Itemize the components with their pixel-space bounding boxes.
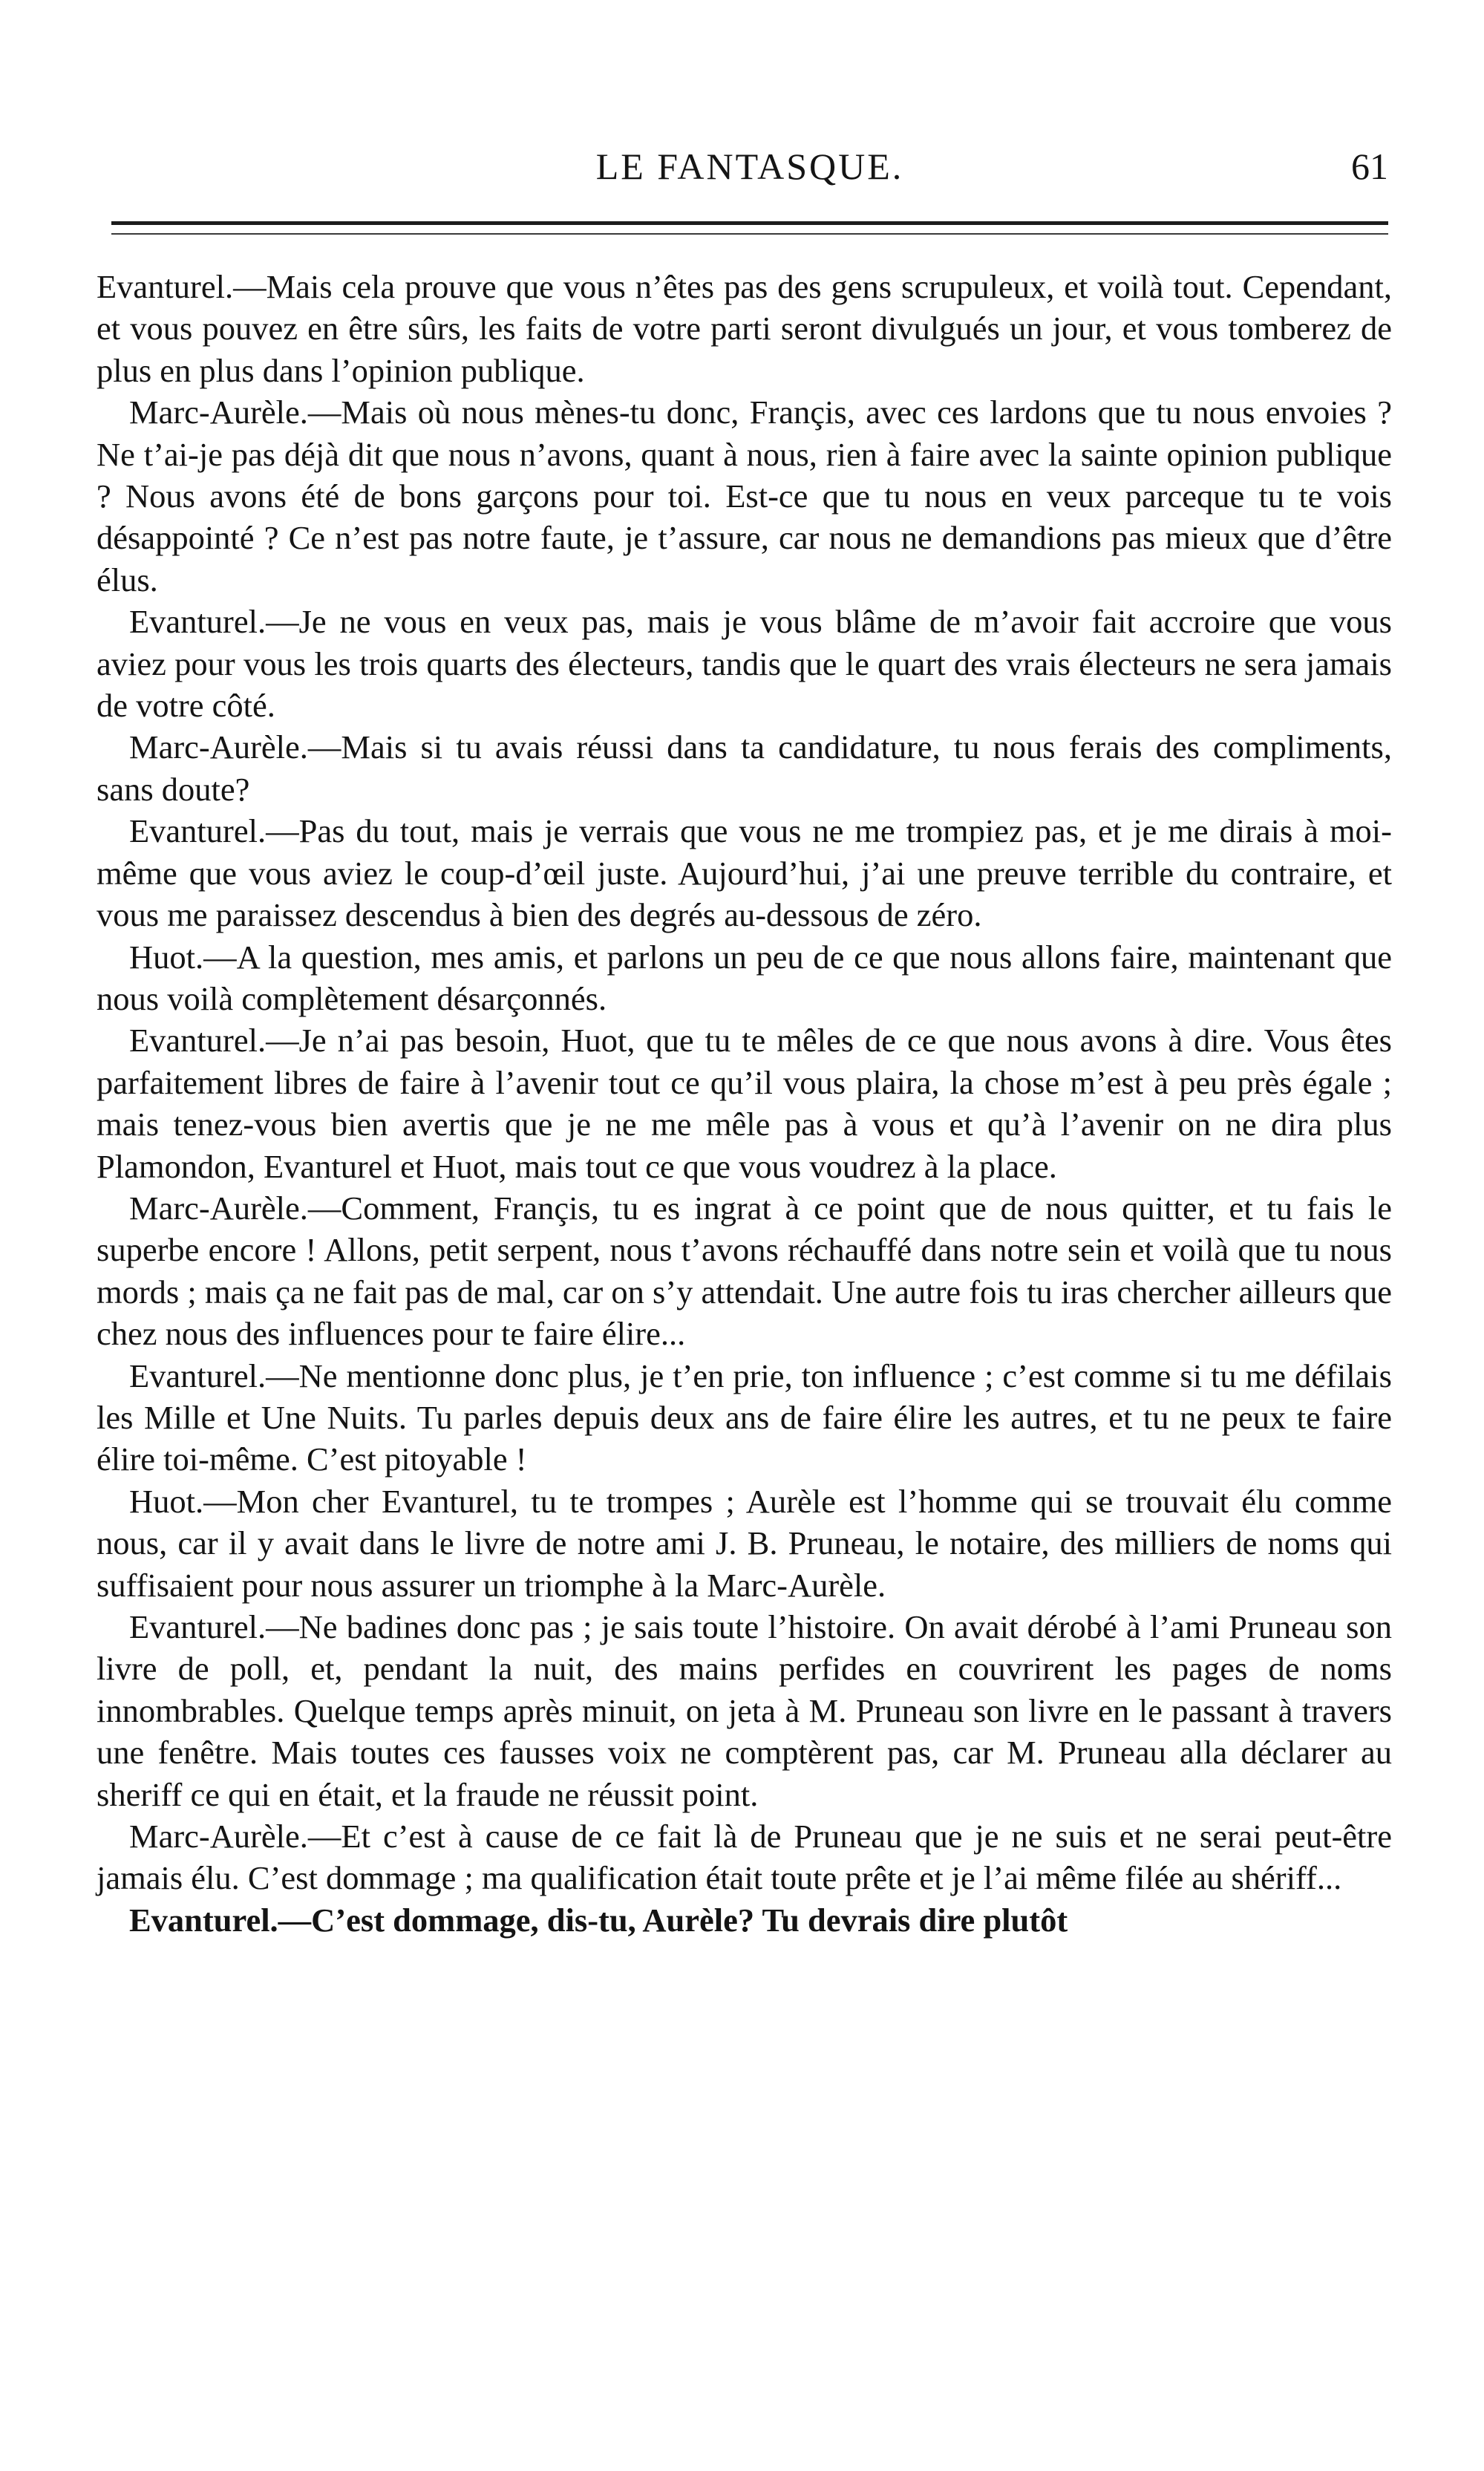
paragraph: Marc-Aurèle.—Mais où nous mènes-tu donc, Françis, avec ces lardons que tu nous envoies ? Ne t’ai-je pas déjà dit que nous n’avons, quant à nous, rien à faire avec la sainte opinion publique ? Nous avons été de bons garçons pour toi. Est-ce que tu nous en veux parceque tu te vois désappointé ? Ce n’est pas notre faute, je t’assure, car nous ne demandions pas mieux que d’être élus.	[97, 394, 1392, 598]
paragraph: Marc-Aurèle.—Mais si tu avais réussi dans ta candidature, tu nous ferais des compliments, sans doute?	[97, 728, 1392, 808]
body-text	[97, 266, 1392, 1941]
paragraph: Evanturel.—C’est dommage, dis-tu, Aurèle? Tu devrais dire plutôt	[129, 1901, 1068, 1939]
paragraph: Evanturel.—Je n’ai pas besoin, Huot, que tu te mêles de ce que nous avons à dire. Vous êtes parfaitement libres de faire à l’avenir tout ce qu’il vous plaira, la chose m’est à peu près égale ; mais tenez-vous bien avertis que je ne me mêle pas à vous et qu’à l’avenir on ne dira plus Plamondon, Evanturel et Huot, mais tout ce que vous voudrez à la place.	[97, 1022, 1392, 1185]
paragraph: Huot.—Mon cher Evanturel, tu te trompes ; Aurèle est l’homme qui se trouvait élu comme nous, car il y avait dans le livre de notre ami J. B. Pruneau, le notaire, des milliers de noms qui suffisaient pour nous assurer un triomphe à la Marc-Aurèle.	[97, 1482, 1392, 1604]
page-number: 61	[1351, 146, 1388, 187]
running-title: LE FANTASQUE.	[595, 146, 904, 187]
paragraph: Marc-Aurèle.—Et c’est à cause de ce fait là de Pruneau que je ne suis et ne serai peut-être jamais élu. C’est dommage ; ma qualification était toute prête et je l’ai même filée au shériff...	[97, 1818, 1392, 1897]
page-header	[111, 143, 1388, 195]
paragraph: Marc-Aurèle.—Comment, Françis, tu es ingrat à ce point que de nous quitter, et tu fais le superbe encore ! Allons, petit serpent, nous t’avons réchauffé dans notre sein et voilà que tu nous mords ; mais ça ne fait pas de mal, car on s’y attendait. Une autre fois tu iras chercher ailleurs que chez nous des influences pour te faire élire...	[97, 1189, 1392, 1353]
paragraph: Evanturel.—Mais cela prouve que vous n’êtes pas des gens scrupuleux, et voilà tout. Cependant, et vous pouvez en être sûrs, les faits de votre parti seront divulgués un jour, et vous tomberez de plus en plus dans l’opinion publique.	[97, 268, 1392, 389]
header-rule-thick	[111, 221, 1388, 225]
paragraph: Evanturel.—Je ne vous en veux pas, mais je vous blâme de m’avoir fait accroire que vous aviez pour vous les trois quarts des électeurs, tandis que le quart des vrais électeurs ne sera jamais de votre côté.	[97, 603, 1392, 725]
header-rule-thin	[111, 233, 1388, 235]
paragraph: Evanturel.—Ne badines donc pas ; je sais toute l’histoire. On avait dérobé à l’ami Pruneau son livre de poll, et, pendant la nuit, des mains perfides en couvrirent les pages de noms innombrables. Quelque temps après minuit, on jeta à M. Pruneau son livre en le passant à travers une fenêtre. Mais toutes ces fausses voix ne comptèrent pas, car M. Pruneau alla déclarer au sheriff ce qui en était, et la fraude ne réussit point.	[97, 1608, 1392, 1813]
paragraph: Huot.—A la question, mes amis, et parlons un peu de ce que nous allons faire, maintenant que nous voilà complètement désarçonnés.	[97, 938, 1392, 1017]
paragraph: Evanturel.—Ne mentionne donc plus, je t’en prie, ton influence ; c’est comme si tu me défilais les Mille et Une Nuits. Tu parles depuis deux ans de faire élire les autres, et tu ne peux te faire élire toi-même. C’est pitoyable !	[97, 1357, 1392, 1478]
paragraph: Evanturel.—Pas du tout, mais je verrais que vous ne me trompiez pas, et je me dirais à moi-même que vous aviez le coup-d’œil juste. Aujourd’hui, j’ai une preuve terrible du contraire, et vous me paraissez descendus à bien des degrés au-dessous de zéro.	[97, 812, 1392, 934]
